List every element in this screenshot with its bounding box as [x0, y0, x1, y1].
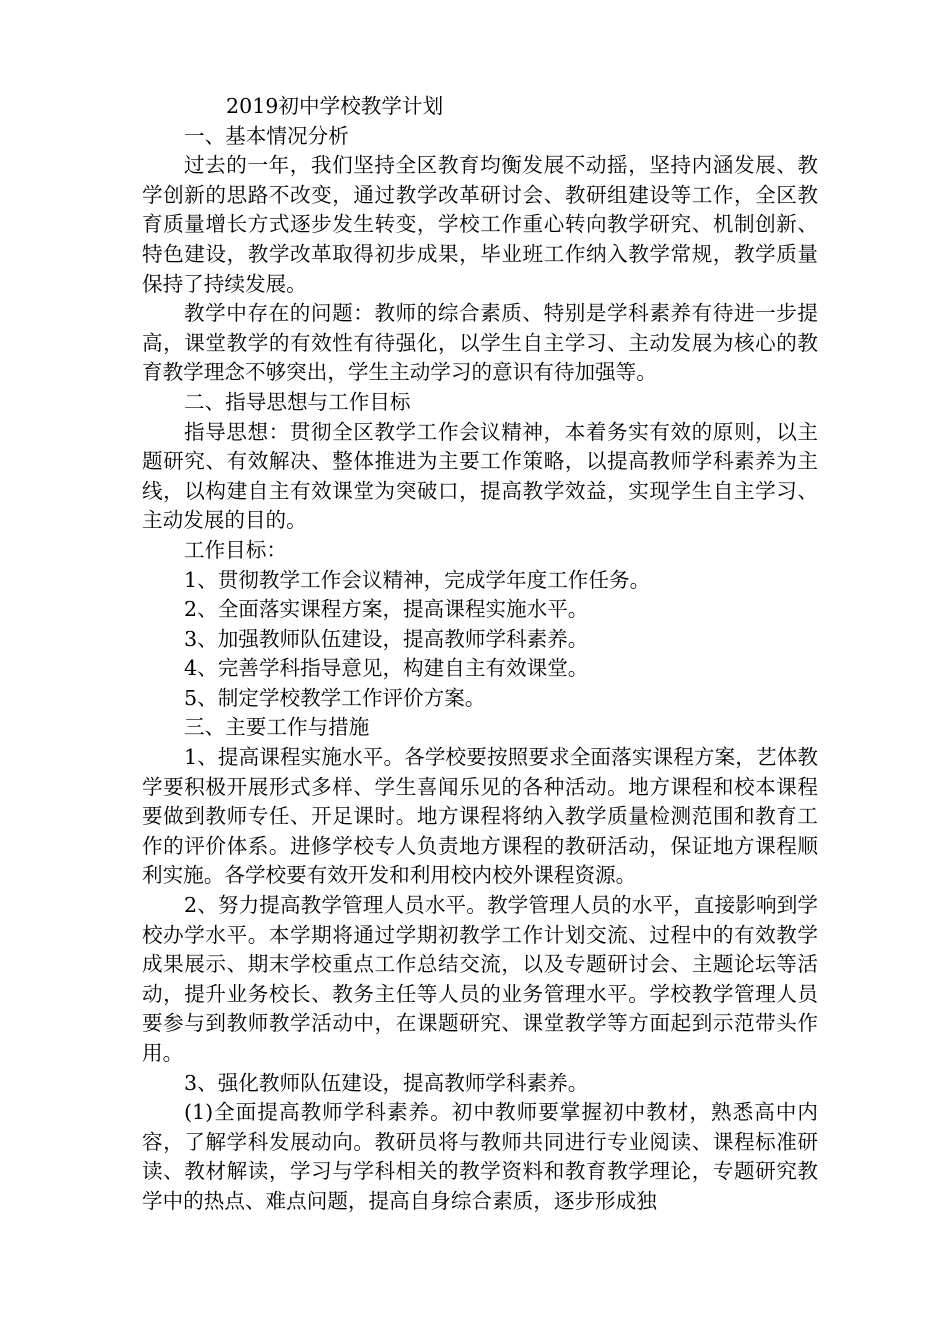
- list-item-goal-2: 2、全面落实课程方案，提高课程实施水平。: [184, 597, 589, 622]
- list-item-goal-1: 1、贯彻教学工作会议精神，完成学年度工作任务。: [184, 567, 651, 592]
- paragraph-measure-3: 3、强化教师队伍建设，提高教师学科素养。: [184, 1070, 589, 1095]
- paragraph-past-year: 过去的一年，我们坚持全区教育均衡发展不动摇，坚持内涵发展、教学创新的思路不改变，通过教学改革研讨会、教研组建设等工作，全区教育质量增长方式逐步发生转变，学校工作重心转向教学研究、机制创新、特色建设，教学改革取得初步成果，毕业班工作纳入教学常规，教学质量保持了持续发展。: [142, 153, 818, 296]
- section-heading-basic-analysis: 一、基本情况分析: [184, 123, 349, 148]
- list-item-goal-5: 5、制定学校教学工作评价方案。: [184, 685, 486, 710]
- paragraph-measure-2: 2、努力提高教学管理人员水平。教学管理人员的水平，直接影响到学校办学水平。本学期将通过学期初教学工作计划交流、过程中的有效教学成果展示、期末学校重点工作总结交流，以及专题研讨会、主题论坛等活动，提升业务校长、教务主任等人员的业务管理水平。学校教学管理人员要参与到教师教学活动中，在课题研究、课堂教学等方面起到示范带头作用。: [142, 893, 818, 1065]
- document-title: 2019初中学校教学计划: [226, 94, 444, 118]
- paragraph-problems: 教学中存在的问题：教师的综合素质、特别是学科素养有待进一步提高，课堂教学的有效性有待强化，以学生自主学习、主动发展为核心的教育教学理念不够突出，学生主动学习的意识有待加强等。: [142, 301, 818, 385]
- section-heading-guiding-ideas: 二、指导思想与工作目标: [184, 389, 411, 414]
- paragraph-measure-3-1: (1)全面提高教师学科素养。初中教师要掌握初中教材，熟悉高中内容，了解学科发展动向。教研员将与教师共同进行专业阅读、课程标准研读、教材解读，学习与学科相关的教学资料和教育教学理论，专题研究教学中的热点、难点问题，提高自身综合素质，逐步形成独: [142, 1100, 818, 1213]
- paragraph-measure-1: 1、提高课程实施水平。各学校要按照要求全面落实课程方案，艺体教学要积极开展形式多样、学生喜闻乐见的各种活动。地方课程和校本课程要做到教师专任、开足课时。地方课程将纳入教学质量检测范围和教育工作的评价体系。进修学校专人负责地方课程的教研活动，保证地方课程顺利实施。各学校要有效开发和利用校内校外课程资源。: [142, 745, 818, 888]
- paragraph-work-goals-label: 工作目标：: [184, 537, 287, 562]
- list-item-goal-4: 4、完善学科指导意见，构建自主有效课堂。: [184, 656, 589, 681]
- list-item-goal-3: 3、加强教师队伍建设，提高教师学科素养。: [184, 626, 589, 651]
- document-page: [142, 92, 818, 1217]
- section-heading-main-work: 三、主要工作与措施: [184, 715, 370, 740]
- paragraph-guiding-ideas: 指导思想：贯彻全区教学工作会议精神，本着务实有效的原则，以主题研究、有效解决、整体推进为主要工作策略，以提高教师学科素养为主线，以构建自主有效课堂为突破口，提高教学效益，实现学生自主学习、主动发展的目的。: [142, 419, 818, 533]
